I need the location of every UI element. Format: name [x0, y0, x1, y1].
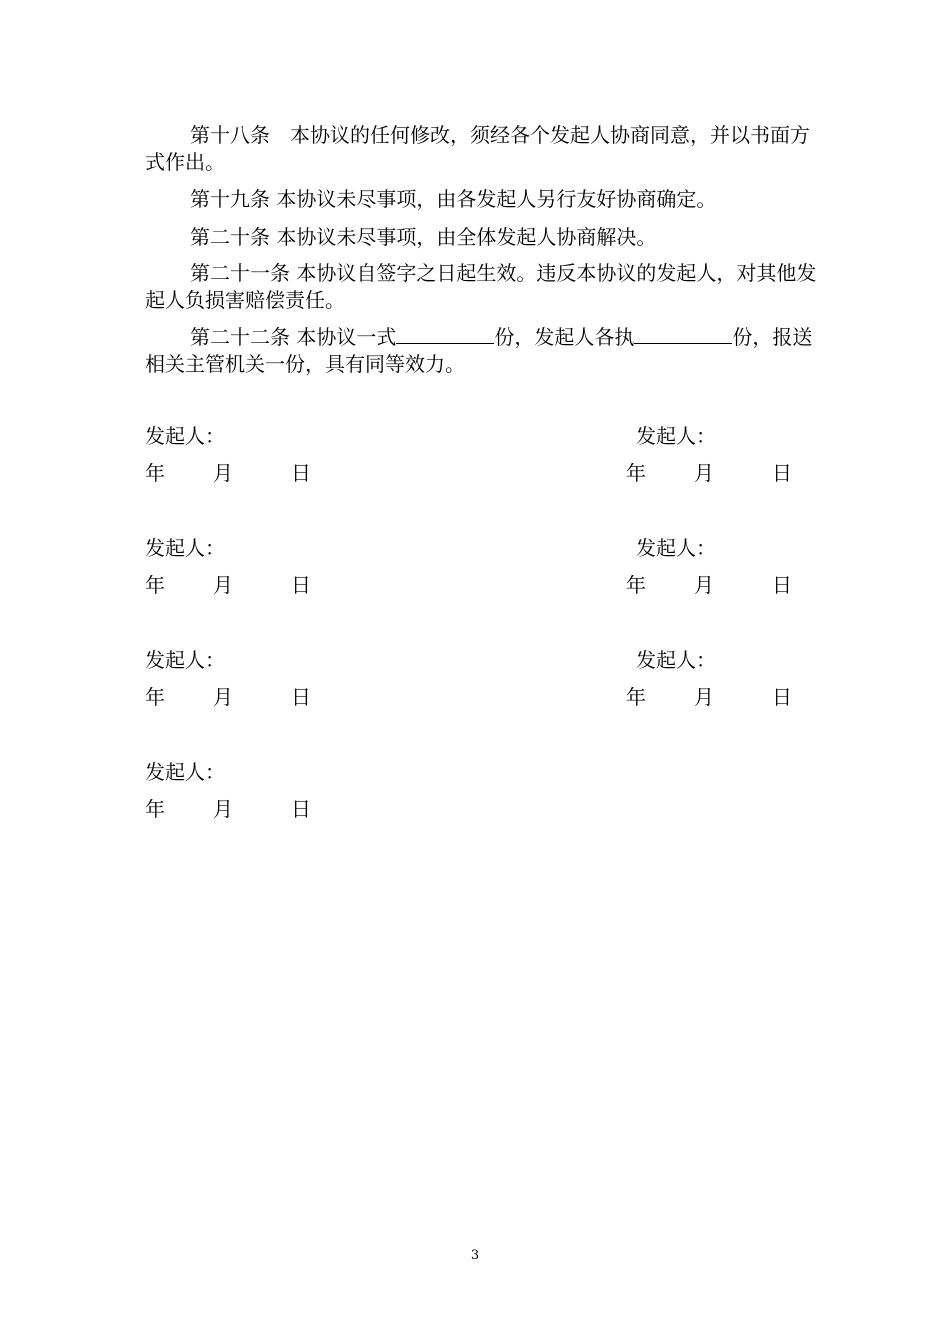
signatory-label: 发起人： — [636, 424, 716, 448]
article-22: 第二十二条 本协议一式 份，发起人各执 份，报送相关主管机关一份，具有同等效力。 — [145, 325, 813, 376]
article-20: 第二十条 本协议未尽事项，由全体发起人协商解决。 — [190, 225, 657, 249]
copies-blank[interactable] — [396, 325, 494, 344]
article-19: 第十九条 本协议未尽事项，由各发起人另行友好协商确定。 — [190, 187, 717, 211]
signatory-label: 发起人： — [636, 536, 716, 560]
article-21: 第二十一条 本协议自签字之日起生效。违反本协议的发起人，对其他发起人负损害赔偿责任。 — [145, 261, 817, 312]
copies-each-blank[interactable] — [634, 325, 732, 344]
article-18: 第十八条 本协议的任何修改，须经各个发起人协商同意，并以书面方式作出。 — [145, 123, 810, 174]
signatory-label: 发起人： — [145, 424, 225, 448]
signatory-label: 发起人： — [145, 648, 225, 672]
document-page: 第十八条 本协议的任何修改，须经各个发起人协商同意，并以书面方式作出。 第十九条 本协议未尽事项，由各发起人另行友好协商确定。 第二十条 本协议未尽事项，由全体发起人协商解决。 第二十一条 本协议自签字之日起生效。违反本协议的发起人，对其他发起人负损害赔偿责任。 第二十二条 本协议一式 份，发起人各执 份，报送相关主管机关一份，具有同等效力。 发起人： 发起人： 年 月 日 年 月 日 发起人： 发起人： 年 月 日 年 月 日 发起人： 发起人： 年 月 日 年 月 日 发起人： 年 月 日 3 — [0, 0, 950, 1344]
page-number: 3 — [470, 1248, 480, 1263]
signatory-label: 发起人： — [145, 760, 225, 784]
signatory-label: 发起人： — [636, 648, 716, 672]
signatory-label: 发起人： — [145, 536, 225, 560]
